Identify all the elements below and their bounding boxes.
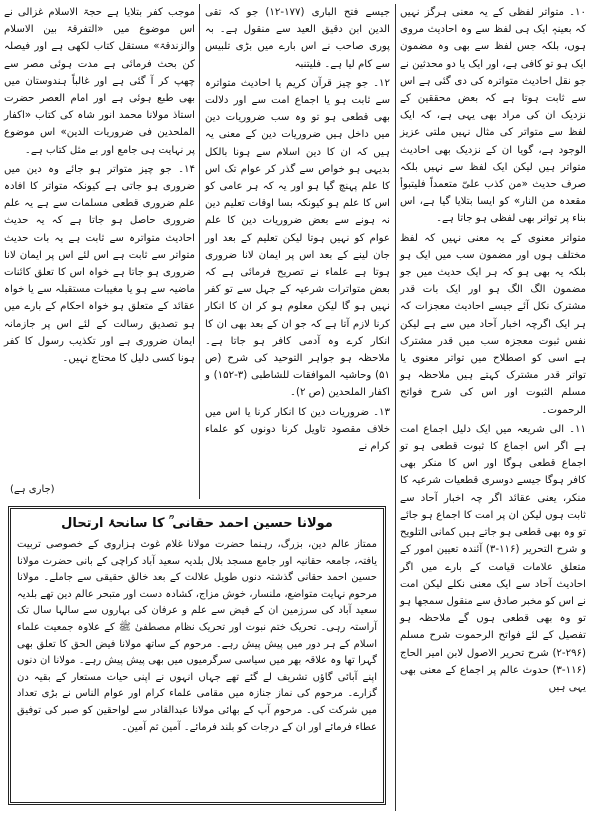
- paragraph-mutawatir-lafzi: ۱۰۔ متواتر لفظی کے یہ معنی ہرگز نہیں کہ بعینہٖ ایک ہی لفظ سے وہ احادیث مروی ہوں، بلکہ جس لفظ سے بھی وہ مضمون ایک ہو تو کافی ہے، اور ایک یا دو محدثین نے جو نقل احادیث متواترہ کی دی گئی ہے اس سے ثابت ہوتا ہے کہ بعض محققین کے نزدیک ان کی مراد بھی یہی ہے، کہ ایک لفظ سے متواتر کی مثال نہیں ملتی عزیز الوجود ہے، گویا ان کے نزدیک بھی احادیث متواتر ہیں لیکن ایک لفظ سے نہیں بلکہ صرف حدیث «من کذب علیّ متعمداً فلیتبوأ مقعدہ من النار» کو ایسا بتلایا گیا ہے، اس بناء پر تواتر بھی لفظی ہو جاتا ہے۔: [400, 7, 586, 225]
- text-column-right: [400, 4, 586, 811]
- paragraph-mutawatir-manawi: متواتر معنوی کے یہ معنی نہیں کہ لفظ مختلف ہوں اور مضمون سب میں ایک ہو بلکہ یہ بھی ہو کہ ہر ایک حدیث میں جو مضمون الگ الگ ہو اور ایک بات قدر مشترک نکل آئے جیسے احادیث معجزات کہ ہر ایک اگرچہ اخبار آحاد میں سے ہے لیکن نفس ثبوت معجزہ سب میں قدر مشترک ہے اسی کو اصطلاح میں تواتر معنوی یا تواتر قدر مشترک کہتے ہیں ملاحظہ ہو مسلم الثبوت اور اس کی شرح فواتح الرحموت۔: [400, 232, 586, 416]
- continued-label: (جاری ہے): [10, 484, 55, 495]
- text-column-middle: [205, 4, 390, 499]
- paragraph-kufr-ghazali: موجب کفر بتلایا ہے حجۃ الاسلام غزالی نے اس موضوع میں «التفرقۃ بین الاسلام والزندقۃ» مستقل کتاب لکھی ہے اور فیصلہ کن بحث فرمائی ہے مدت ہوئی مصر سے چھپ کر آ گئی ہے اور غالباً ہندوستان میں بھی طبع ہوئی ہے اور امام العصر حضرت استاذ مولانا محمد انور شاہ کی کتاب «اکفار الملحدین فی ضروریات الدین» اس موضوع پر نہایت ہی جامع اور بے مثل کتاب ہے۔: [4, 7, 195, 156]
- document-page: [4, 4, 586, 811]
- obituary-body: [17, 537, 377, 736]
- paragraph-mutawatir-zaruri: ۱۴۔ جو چیز متواتر ہو جائے وہ دین میں ضروری ہو جاتی ہے کیونکہ متواتر کا افادہ علم ضروری قطعی مسلمات سے ہے یہ علم ضروری حاصل ہو جاتا ہے کہ یہ حدیث احادیث متواترہ سے ثابت ہے یہ بات حدیث متواتر سے ثابت ہے اس لئے اس پر ایمان لانا ضروری ہو جاتا ہے خواہ اس کا تعلق کائنات ماضیہ سے ہو یا مغیبات مستقبلہ سے یا خواہ عقائد کے متعلق ہو خواہ احکام کے بارے میں ہو تصدیق رسالت کے لئے اس پر جازمانہ ایمان ضروری ہے اور تکذیب رسول کا کفر ہونا کسی دلیل کا محتاج نہیں۔: [4, 163, 195, 365]
- paragraph-inkar-zaruriyat: ۱۳۔ ضروریات دین کا انکار کرنا یا اس میں خلاف مقصود تاویل کرنا دونوں کو علماء کرام نے: [205, 406, 390, 453]
- paragraph-fath-al-bari: جیسے فتح الباری (۱۷۷-۱۲) جو کہ تقی الدین ابن دقیق العید سے منقول ہے۔ بہ پوری صاحب نے اس بارے میں بڑی تلبیس سے کام لیا ہے۔ فلیتنبہ: [205, 7, 390, 70]
- obituary-box: [8, 506, 386, 805]
- text-column-left: [4, 4, 195, 499]
- column-divider: [395, 4, 396, 811]
- paragraph-zaruriyat-deen: ۱۲۔ جو چیز قرآن کریم یا احادیث متواترہ سے ثابت ہو یا اجماع امت سے اور دلالت بھی قطعی ہو تو وہ سب ضروریات دین میں داخل ہیں ضروریات دین کے معنی یہ ہیں کہ ان کا دین اسلام سے ہونا بالکل بدیہی ہو خواص سے گذر کر عوام تک اس کا علم پہنچ گیا ہو اور یہ کہ ہر عامی کو اس کا علم ہو کیونکہ بسا اوقات تعلیم دین نہ ہونے سے بعض ضروریات دین کا علم عوام کو نہیں ہوتا لیکن تعلیم کے بعد اور جان لینے کے بعد اس پر ایمان لانا ضروری ہوتا ہے علماء نے تصریح فرمائی ہے کہ بعض متواترات شرعیہ کے جہل سے تو کفر نہیں ہو گا لیکن معلوم ہو کر ان کا انکار کرنا لازم آتا ہے کہ جو ان کے بعد بھی ان کا انکار کرے وہ آدمی کافر ہو جاتا ہے۔ ملاحظہ ہو جواہر التوحید کی شرح (ص ۵۱) وحاشیہ الموافقات للشاطبی (۳-۱۵۲) و اکفار الملحدین (ص ۲)۔: [205, 77, 390, 399]
- obituary-paragraph: ممتاز عالم دین، بزرگ، رہنما حضرت مولانا غلام غوث ہزاروی کے خصوصی تربیت یافتہ، جامعہ حقانیہ اور جامع مسجد بلال بلدیہ سعید آباد کراچی کے بانی حضرت مولانا حسین احمد حقانی گذشتہ دنوں طویل علالت کے بعد خالق حقیقی سے جاملے۔ مولانا مرحوم نہایت متواضع، ملنسار، خوش مزاج، کشادہ دست اور متبحر عالم دین تھے بلدیہ سعید آباد کی سرزمین ان کے فیض سے علم و عرفان کی بہاروں سے سالہا سال تک آراستہ رہی۔ تحریک ختم نبوت اور تحریک نظام مصطفیٰ ﷺ کے علاوہ جمعیت علماء اسلام کے ہر دور میں پیش پیش رہے۔ مرحوم کے ساتھ مولانا فیض الحق کا تعلق بھی گہرا تھا وہ علاقہ بھر میں سیاسی سرگرمیوں میں بھی پیش پیش رہے۔ مولانا ان دنوں اپنے آبائی گاؤں تشریف لے گئے تھے جہاں انہوں نے اپنی حیات مستعار کے بقیہ دن گزارے۔ مرحوم کی نماز جنازہ میں مقامی علماء کرام اور عوام الناس نے بڑی تعداد میں شرکت کی۔ مرحوم آپ کے بھائی مولانا عبدالقادر سے لواحقین کو صبر کی توفیق عطاء فرمائے اور ان کے درجات کو بلند فرمائے۔ آمین ثم آمین۔: [17, 539, 377, 733]
- paragraph-ijma: ۱۱۔ الی شریعہ میں ایک دلیل اجماع امت ہے اگر اس اجماع کا ثبوت قطعی ہو تو اجماع قطعی ہوگا اور اس کا منکر بھی کافر ہوگا جیسے دوسری قطعیات شرعیہ کا منکر، یعنی عقائد اگر چہ اخبار آحاد سے ثابت ہوں لیکن ان پر امت کا اجماع ہو جائے تو وہ بھی قطعی ہو جاتے ہیں کمانی التلویح و شرح التحریر (۱۱۶-۳) آئندہ تعیین امور کے متعلق علامات قیامت کے بارے میں اگر احادیث آحاد سے ایک معنی نکلے لیکن امت نے اس کو مخبر صادق سے منقول سمجھا ہو تو وہ بھی قطعی ہوں گے ملاحظہ ہو تفصیل کے لئے فواتح الرحموت شرح مسلم (۲۹۶-۲) شرح تحریر الاصول لابن امیر الحاج (۱۱۶-۳) حدوث عالم پر اجماع کے معنی بھی یہی ہیں: [399, 423, 586, 693]
- obituary-title: مولانا حسین احمد حقانی ؒ کا سانحۂ ارتحال: [61, 516, 333, 531]
- column-divider: [199, 4, 200, 499]
